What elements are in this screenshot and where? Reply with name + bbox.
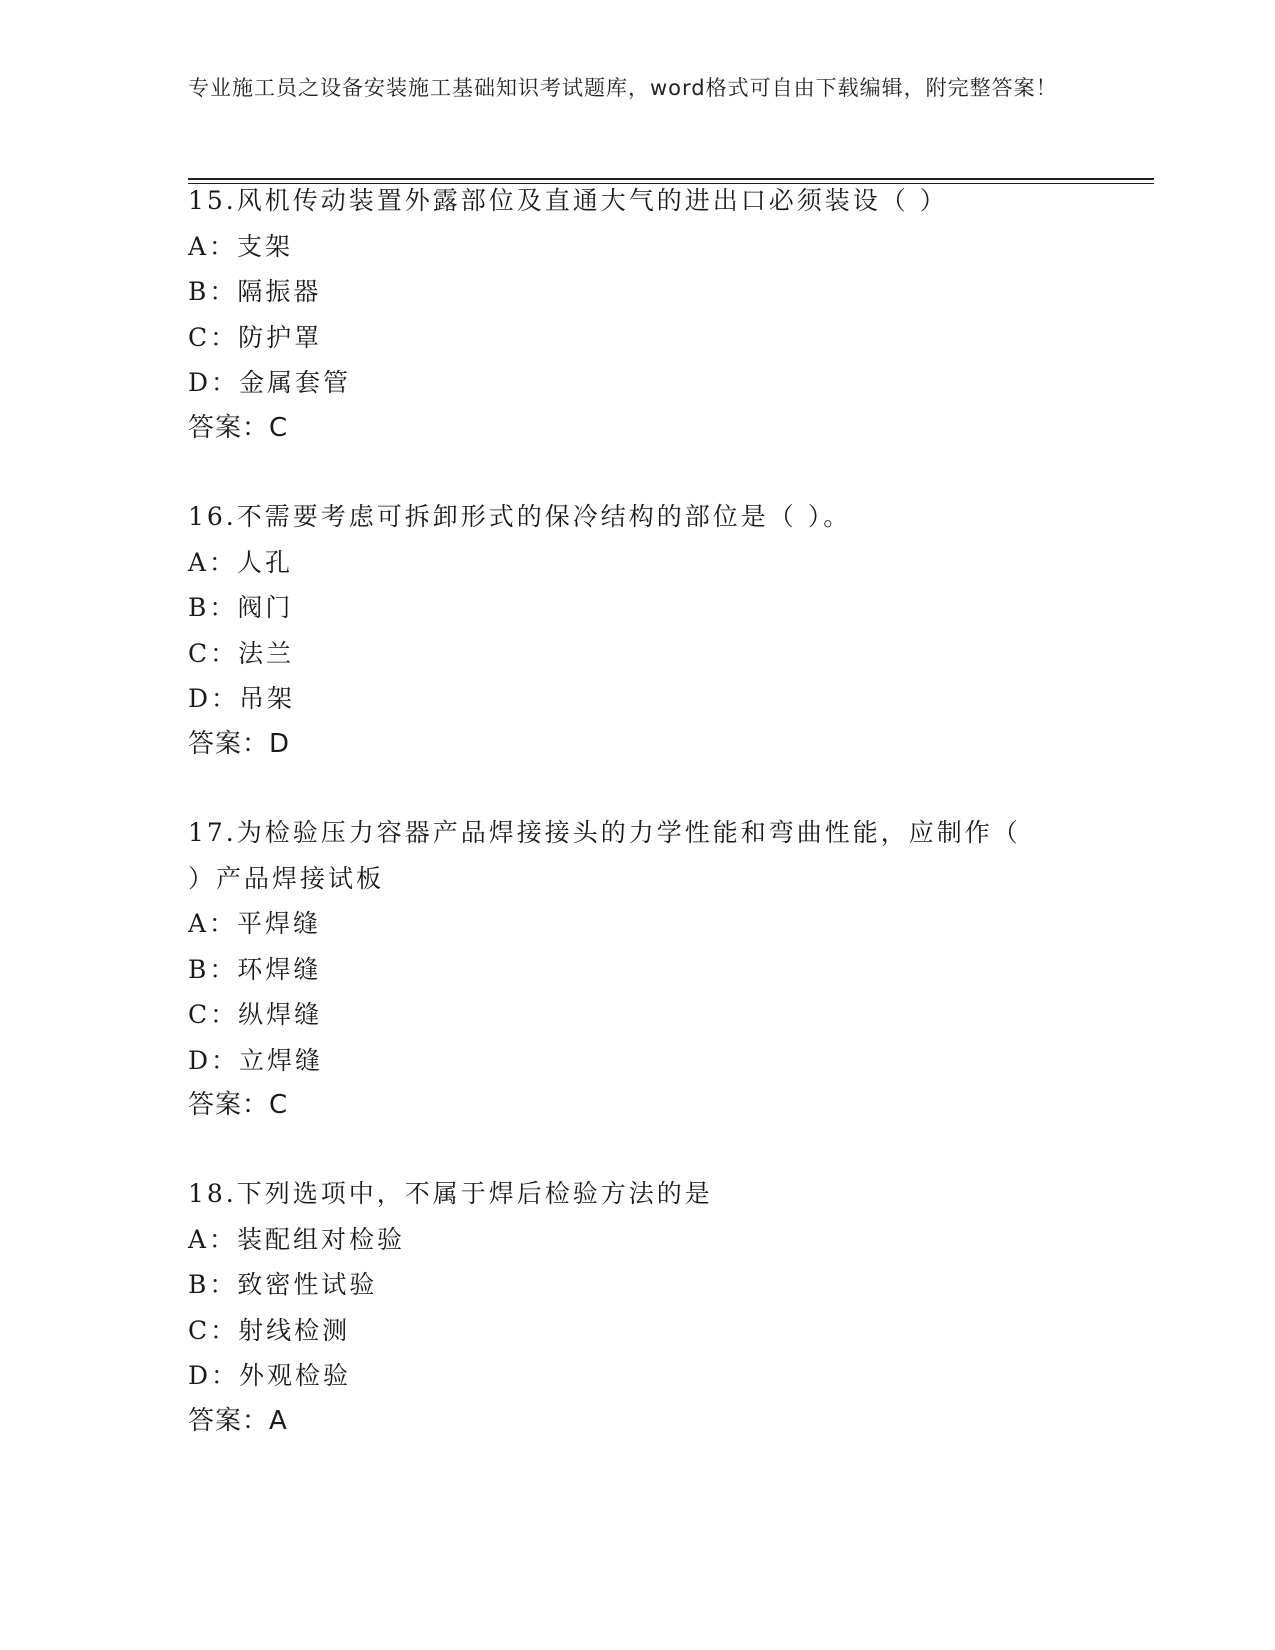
option-c: C：射线检测	[188, 1315, 351, 1345]
option-a: A：支架	[188, 231, 294, 261]
question-text: 为检验压力容器产品焊接接头的力学性能和弯曲性能，应制作（	[236, 818, 1021, 847]
option-d: D：外观检验	[188, 1361, 352, 1390]
question-stem-line-1	[188, 810, 1088, 856]
option-d: D：吊架	[188, 684, 296, 713]
question-16	[188, 494, 1088, 767]
answer-key: 答案：A	[188, 1405, 288, 1436]
answer-key: 答案：D	[188, 728, 291, 759]
option-a: A：平焊缝	[188, 909, 322, 938]
answer-key: 答案：C	[188, 1090, 289, 1120]
option-a: A：人孔	[188, 547, 294, 577]
option-b: B：隔振器	[188, 277, 322, 306]
question-number: 18.	[188, 1179, 237, 1208]
question-number: 16.	[188, 502, 237, 531]
option-d: D：立焊缝	[188, 1045, 324, 1075]
question-stem	[188, 494, 1088, 540]
question-15	[188, 178, 1088, 451]
document-header: 专业施工员之设备安装施工基础知识考试题库，word格式可自由下载编辑，附完整答案！	[188, 76, 1058, 100]
question-stem	[188, 178, 1088, 224]
question-text: 不需要考虑可拆卸形式的保冷结构的部位是（ ）。	[236, 502, 852, 531]
question-17	[188, 810, 1088, 1129]
option-b: B：致密性试验	[188, 1270, 378, 1299]
question-18	[188, 1171, 1088, 1444]
option-d: D：金属套管	[188, 368, 352, 397]
option-b: B：阀门	[188, 593, 294, 622]
option-b: B：环焊缝	[188, 954, 322, 984]
option-a: A：装配组对检验	[188, 1224, 406, 1254]
question-stem	[188, 1171, 1088, 1217]
answer-key: 答案：C	[188, 412, 289, 443]
question-text: 风机传动装置外露部位及直通大气的进出口必须装设（ ）	[236, 186, 948, 215]
question-number: 17.	[188, 818, 237, 847]
option-c: C：纵焊缝	[188, 1000, 323, 1029]
option-c: C：法兰	[188, 638, 295, 668]
option-c: C：防护罩	[188, 322, 323, 352]
question-stem-line-2: ）产品焊接试板	[188, 863, 385, 893]
question-number: 15.	[188, 186, 237, 215]
question-text: 下列选项中，不属于焊后检验方法的是	[236, 1179, 713, 1208]
